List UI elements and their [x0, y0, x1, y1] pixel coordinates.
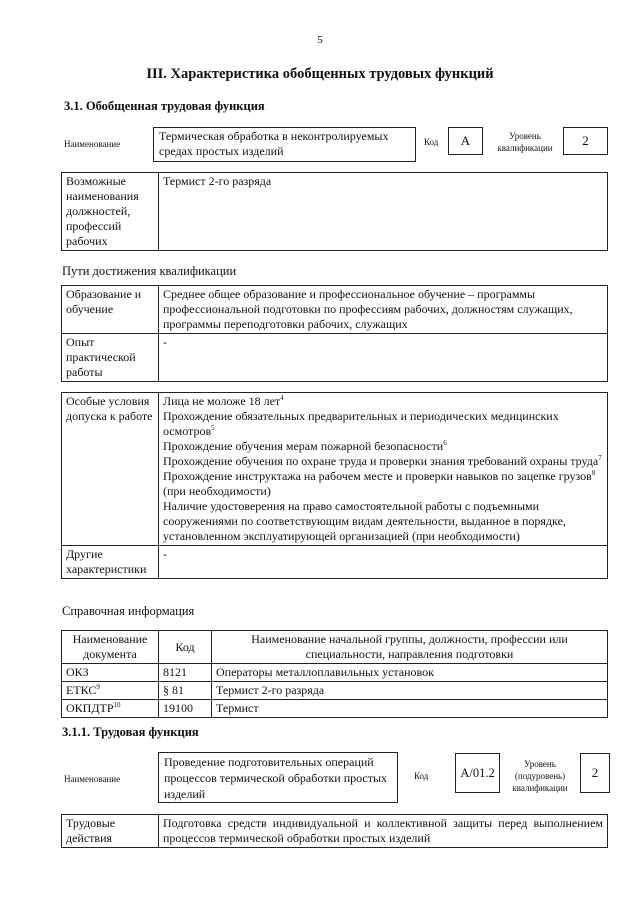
function-level-box — [580, 753, 610, 793]
other-label: Другие характеристики — [62, 546, 159, 579]
reference-code: § 81 — [159, 682, 212, 700]
reference-name: Термист 2-го разряда — [212, 682, 608, 700]
actions-value: Подготовка средств индивидуальной и коллективной защиты перед выполнением процессов термической обработки простых изделий — [159, 815, 608, 848]
condition-item: Лица не моложе 18 лет$^4$ — [163, 394, 284, 408]
condition-item: Прохождение обучения по охране труда и проверки знания требований охраны труда$^7$ — [163, 454, 602, 468]
conditions-table — [61, 392, 608, 579]
education-value: Среднее общее образование и профессиональное обучение – программы профессиональной подготовки по профессиям рабочих, должностям служащих, программы переподготовки рабочих, служащих — [159, 286, 608, 334]
actions-label: Трудовые действия — [62, 815, 159, 848]
education-table — [61, 285, 608, 382]
reference-code: 8121 — [159, 664, 212, 682]
level-label: Уровень квалификации — [497, 131, 553, 153]
function-code-label: Код — [414, 771, 429, 781]
conditions-list — [159, 393, 608, 546]
name-label: Наименование — [64, 139, 121, 149]
level-value: 2 — [582, 133, 589, 148]
positions-table — [61, 172, 608, 251]
reference-header: Код — [159, 631, 212, 664]
table-row — [62, 682, 608, 700]
reference-table — [61, 630, 608, 718]
condition-item: Наличие удостоверения на право самостоятельной работы с подъемными сооружениями по соответствующим видам деятельности, выданное в порядке, установленном эксплуатирующей организацией (при необходимости) — [163, 499, 566, 543]
code-value: А — [460, 133, 471, 148]
function-code-box — [455, 753, 500, 793]
condition-item: Прохождение инструктажа на рабочем месте и проверки навыков по зацепке грузов$^8$ (при необходимости) — [163, 469, 596, 498]
reference-title: Справочная информация — [62, 604, 195, 618]
function-name-label: Наименование — [64, 774, 121, 784]
code-value-box — [448, 127, 483, 155]
table-row — [62, 664, 608, 682]
reference-doc: ОКПДТР$^{10}$ — [62, 700, 159, 718]
experience-label: Опыт практической работы — [62, 334, 159, 382]
condition-item: Прохождение обучения мерам пожарной безопасности$^6$ — [163, 439, 447, 453]
function-name-value: Термическая обработка в неконтролируемых средах простых изделий — [159, 129, 389, 158]
labor-function-name-box — [158, 752, 398, 803]
reference-header: Наименование начальной группы, должности, профессии или специальности, направления подготовки — [212, 631, 608, 664]
reference-name: Термист — [212, 700, 608, 718]
reference-header: Наименование документа — [62, 631, 159, 664]
conditions-label: Особые условия допуска к работе — [62, 393, 159, 546]
function-name-box — [153, 127, 416, 162]
table-row — [62, 700, 608, 718]
reference-code: 19100 — [159, 700, 212, 718]
reference-name: Операторы металлоплавильных установок — [212, 664, 608, 682]
reference-doc: ЕТКС$^9$ — [62, 682, 159, 700]
reference-doc: ОКЗ — [62, 664, 159, 682]
function-code-value: А/01.2 — [460, 765, 495, 780]
positions-label: Возможные наименования должностей, профессий рабочих — [62, 173, 159, 251]
paths-title: Пути достижения квалификации — [62, 264, 237, 278]
other-value: - — [159, 546, 608, 579]
positions-value: Термист 2-го разряда — [159, 173, 608, 251]
labor-function-name-value: Проведение подготовительных операций процессов термической обработки простых изделий — [164, 755, 388, 801]
section-title: III. Характеристика обобщенных трудовых функций — [146, 66, 494, 82]
education-label: Образование и обучение — [62, 286, 159, 334]
function-level-value: 2 — [591, 765, 599, 780]
page-number: 5 — [317, 34, 323, 46]
function-level-label: Уровень (подуровень) квалификации — [512, 759, 568, 793]
level-value-box — [563, 127, 608, 155]
code-label: Код — [424, 137, 439, 147]
experience-value: - — [159, 334, 608, 382]
actions-table — [61, 814, 608, 848]
condition-item: Прохождение обязательных предварительных и периодических медицинских осмотров$^5$ — [163, 409, 559, 438]
subsection-title: 3.1. Обобщенная трудовая функция — [64, 99, 265, 113]
function-title: 3.1.1. Трудовая функция — [62, 725, 199, 739]
